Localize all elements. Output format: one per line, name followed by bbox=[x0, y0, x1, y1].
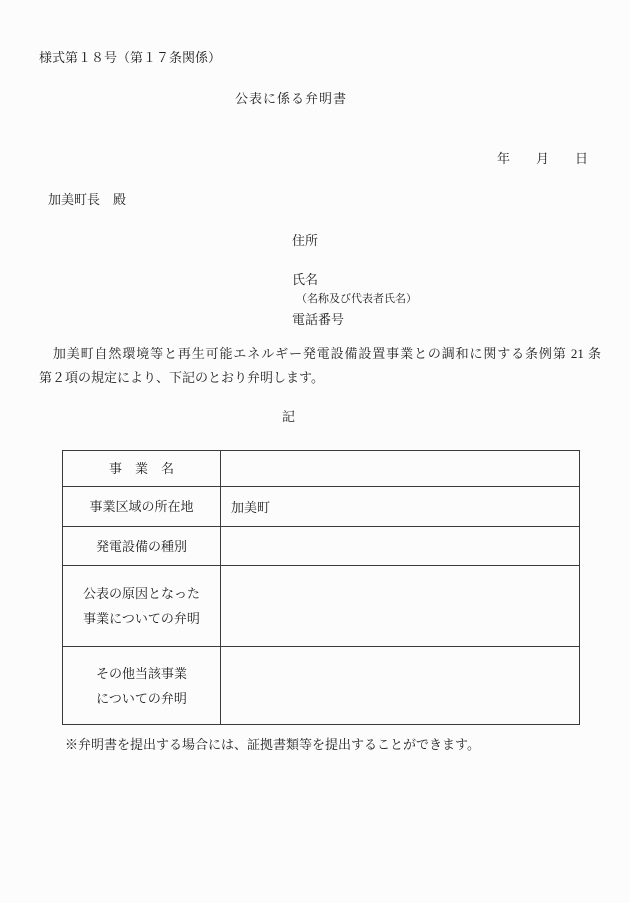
table-row-business-name bbox=[63, 451, 580, 487]
body-line: 第２項の規定により、下記のとおり弁明します。 bbox=[39, 370, 324, 385]
row-label-text: 事業区域の所在地 bbox=[89, 499, 194, 514]
date-line: 年 月 日 bbox=[496, 151, 588, 166]
body-paragraph bbox=[39, 342, 601, 390]
row-value bbox=[221, 566, 580, 647]
record-heading: 記 bbox=[282, 409, 296, 424]
row-label-text: についての弁明 bbox=[96, 690, 187, 706]
row-label bbox=[63, 451, 221, 487]
body-line: 加美町自然環境等と再生可能エネルギー発電設備設置事業との調和に関する条例第 21 条 bbox=[39, 346, 601, 361]
address-label: 住所 bbox=[292, 233, 319, 248]
row-value bbox=[221, 451, 580, 487]
footnote: ※弁明書を提出する場合には、証拠書類等を提出することができます。 bbox=[65, 737, 480, 752]
row-value bbox=[221, 527, 580, 566]
row-label-text: その他当該事業 bbox=[95, 665, 187, 681]
table-row-other-statement bbox=[63, 647, 580, 725]
name-note: （名称及び代表者氏名） bbox=[296, 293, 417, 305]
row-label-text: 事業についての弁明 bbox=[83, 611, 200, 626]
row-label-text: 公表の原因となった bbox=[82, 586, 200, 601]
statement-table bbox=[62, 450, 580, 725]
table-row-statement-cause bbox=[63, 566, 580, 647]
row-label-text: 事 業 名 bbox=[108, 461, 174, 476]
row-value bbox=[221, 647, 580, 725]
row-label bbox=[63, 647, 221, 725]
row-label bbox=[63, 527, 221, 566]
page-title: 公表に係る弁明書 bbox=[235, 91, 348, 106]
row-value: 加美町 bbox=[221, 487, 580, 527]
phone-label: 電話番号 bbox=[292, 312, 345, 327]
row-label bbox=[63, 487, 221, 527]
row-label bbox=[63, 566, 221, 647]
row-label-text: 発電設備の種別 bbox=[95, 538, 187, 554]
name-label: 氏名 bbox=[292, 272, 319, 287]
table-row-facility-type bbox=[63, 527, 580, 566]
form-number: 様式第１８号（第１７条関係） bbox=[39, 50, 222, 65]
recipient-line: 加美町長 殿 bbox=[48, 192, 127, 207]
table-row-location bbox=[63, 487, 580, 527]
